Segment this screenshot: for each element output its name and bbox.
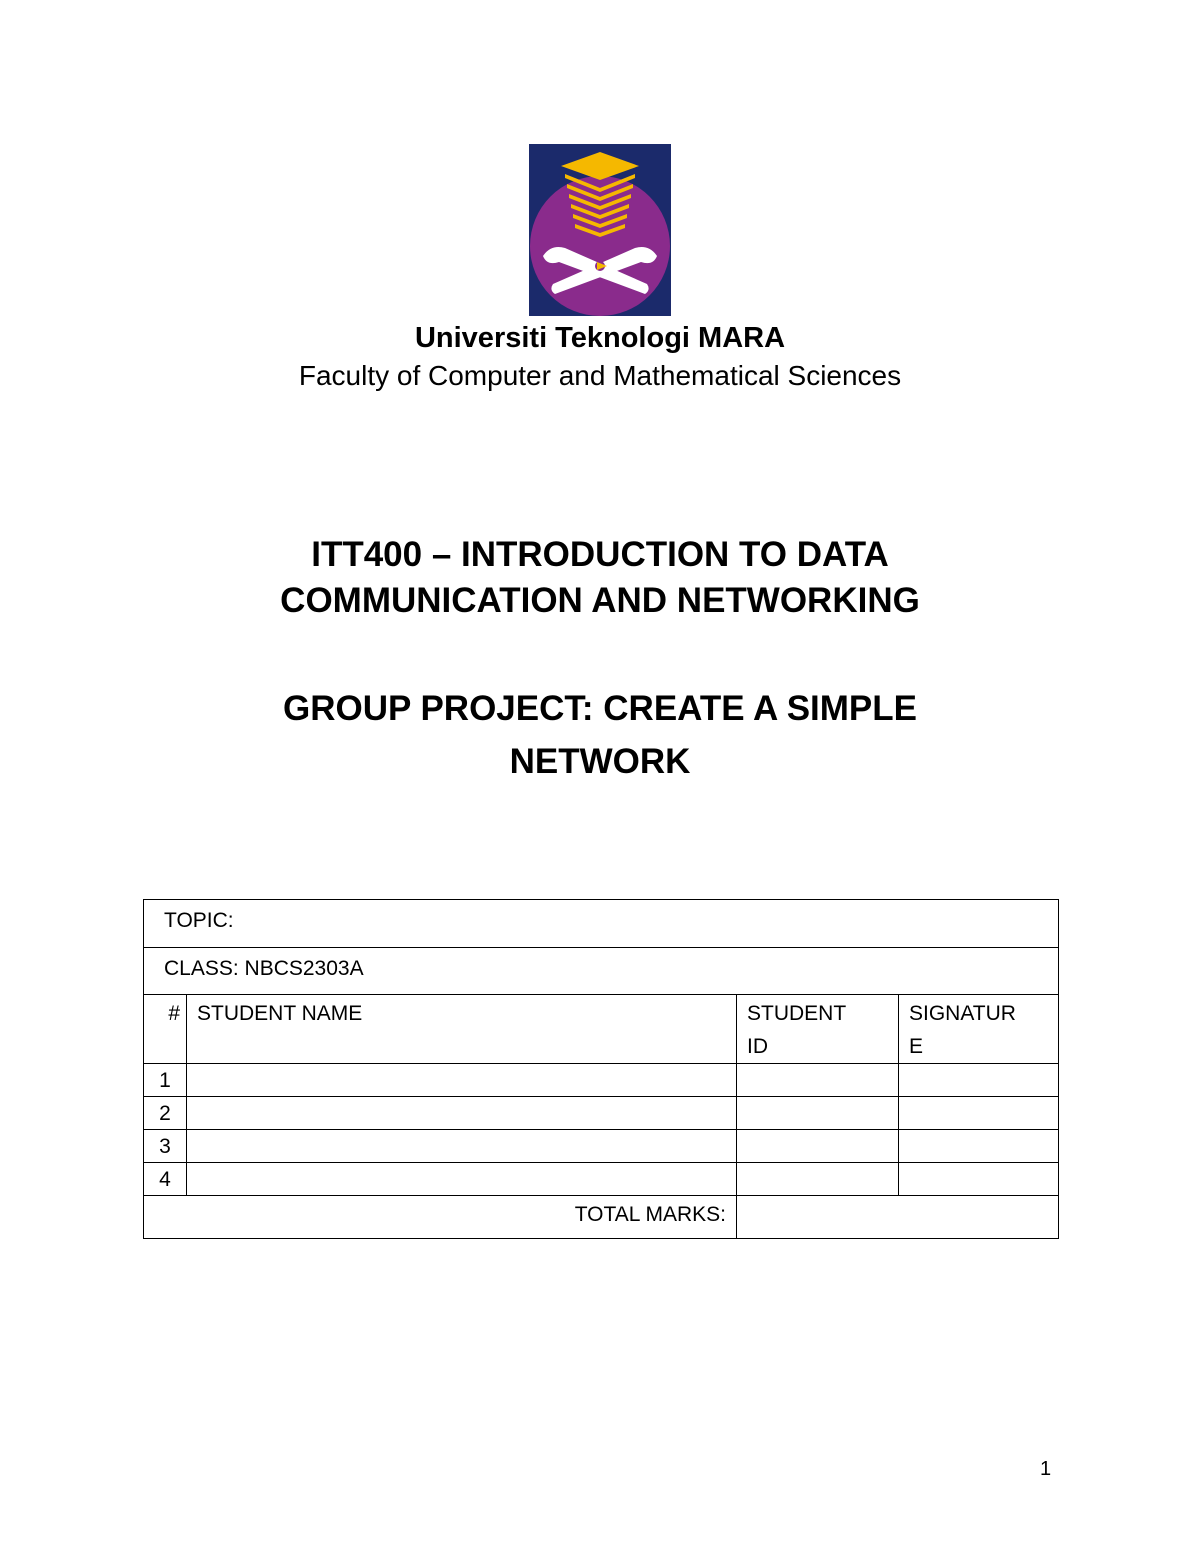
table-row <box>144 1097 1059 1130</box>
signature-cell[interactable] <box>899 1163 1059 1196</box>
student-id-cell[interactable] <box>737 1130 899 1163</box>
university-name: Universiti Teknologi MARA <box>414 322 786 354</box>
course-title <box>0 532 1200 624</box>
header-number: # <box>144 995 187 1064</box>
header-student-id-line-1: STUDENT <box>747 1002 847 1025</box>
signature-cell[interactable] <box>899 1130 1059 1163</box>
project-title-line-1: GROUP PROJECT: CREATE A SIMPLE <box>283 689 917 728</box>
student-name-cell[interactable] <box>187 1163 737 1196</box>
page-number: 1 <box>1040 1458 1052 1480</box>
student-name-cell[interactable] <box>187 1130 737 1163</box>
university-logo <box>529 144 671 316</box>
header-student-name: STUDENT NAME <box>187 995 737 1064</box>
header-signature-line-1: SIGNATUR <box>909 1002 1016 1025</box>
class-row <box>144 948 1059 995</box>
total-marks-row <box>144 1196 1059 1239</box>
table-row <box>144 1163 1059 1196</box>
header-student-id-line-2: ID <box>747 1035 768 1058</box>
header-student-id <box>737 995 899 1064</box>
class-cell: CLASS: NBCS2303A <box>144 948 1059 995</box>
row-number: 3 <box>144 1130 187 1163</box>
student-name-cell[interactable] <box>187 1064 737 1097</box>
student-id-cell[interactable] <box>737 1064 899 1097</box>
header-signature-line-2: E <box>909 1035 924 1058</box>
faculty-name: Faculty of Computer and Mathematical Sciences <box>298 360 902 391</box>
row-number: 4 <box>144 1163 187 1196</box>
header-signature <box>899 995 1059 1064</box>
total-marks-label: TOTAL MARKS: <box>144 1196 737 1239</box>
total-marks-value[interactable] <box>737 1196 1059 1239</box>
student-id-cell[interactable] <box>737 1163 899 1196</box>
topic-cell[interactable]: TOPIC: <box>144 900 1059 948</box>
row-number: 2 <box>144 1097 187 1130</box>
table-row <box>144 1064 1059 1097</box>
signature-cell[interactable] <box>899 1097 1059 1130</box>
table-row <box>144 1130 1059 1163</box>
cover-form-table <box>143 899 1059 1239</box>
signature-cell[interactable] <box>899 1064 1059 1097</box>
project-title-line-2: NETWORK <box>509 742 691 781</box>
course-title-line-1: ITT400 – INTRODUCTION TO DATA <box>311 535 889 574</box>
student-id-cell[interactable] <box>737 1097 899 1130</box>
project-title <box>0 682 1200 788</box>
student-name-cell[interactable] <box>187 1097 737 1130</box>
row-number: 1 <box>144 1064 187 1097</box>
topic-row <box>144 900 1059 948</box>
table-header-row <box>144 995 1059 1064</box>
course-title-line-2: COMMUNICATION AND NETWORKING <box>280 581 920 620</box>
